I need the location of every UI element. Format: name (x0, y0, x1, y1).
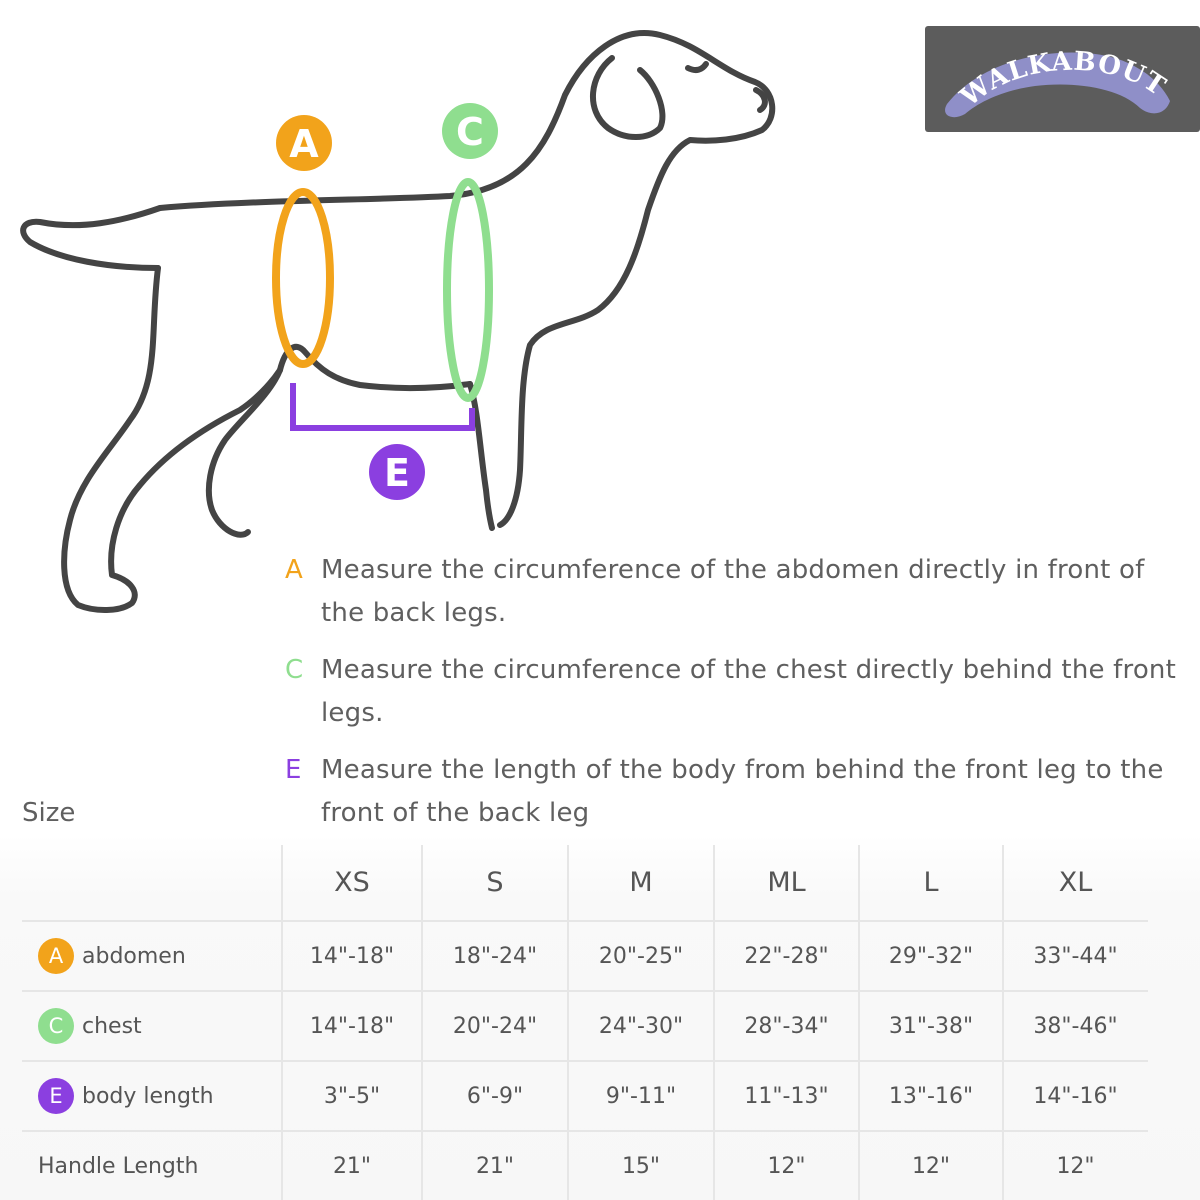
size-header: XS (334, 867, 370, 898)
table-cell: 18"-24" (452, 943, 538, 969)
table-row-body-length (22, 1062, 1148, 1132)
instruction-letter: E (285, 755, 302, 785)
column-divider (567, 845, 569, 1200)
row-label-text: chest (82, 1013, 142, 1039)
walkabout-logo (925, 26, 1200, 132)
badge-c: C (38, 1008, 74, 1044)
column-divider (1002, 845, 1004, 1200)
instruction-letter: A (285, 555, 303, 585)
table-cell: 20"-25" (598, 943, 684, 969)
instruction-line: the back legs. (321, 598, 507, 628)
table-row-handle-length (22, 1132, 1148, 1200)
row-label-text: Handle Length (38, 1153, 199, 1179)
table-cell: 15" (621, 1153, 661, 1179)
table-cell: 29"-32" (888, 943, 974, 969)
size-header: XL (1058, 867, 1093, 898)
table-cell: 38"-46" (1033, 1013, 1118, 1039)
dog-measurement-illustration (0, 0, 800, 620)
table-cell: 13"-16" (888, 1083, 974, 1109)
table-cell: 31"-38" (888, 1013, 974, 1039)
table-header-row (22, 845, 1148, 922)
table-cell: 9"-11" (605, 1083, 677, 1109)
table-cell: 28"-34" (744, 1013, 829, 1039)
instruction-line: front of the back leg (321, 798, 590, 828)
instruction-line: legs. (321, 698, 384, 728)
abdomen-measure-ring (276, 192, 330, 364)
measurement-instructions (285, 549, 1185, 849)
badge-e: E (38, 1078, 74, 1114)
badge-a: A (38, 938, 74, 974)
svg-text:E: E (384, 451, 410, 495)
size-header: M (629, 867, 653, 898)
row-label-text: body length (82, 1083, 214, 1109)
instruction-line: Measure the circumference of the chest directly behind the front (321, 655, 1177, 685)
marker-e (369, 444, 425, 500)
instruction-line: Measure the length of the body from behind the front leg to the (321, 755, 1164, 785)
row-label (22, 1062, 298, 1130)
table-cell: 14"-18" (309, 1013, 395, 1039)
row-label-text: abdomen (82, 943, 186, 969)
row-label (22, 992, 298, 1060)
column-divider (421, 845, 423, 1200)
size-header: S (486, 867, 504, 898)
svg-text:A: A (289, 122, 319, 166)
table-cell: 3"-5" (323, 1083, 381, 1109)
table-cell: 20"-24" (452, 1013, 538, 1039)
instruction-abdomen (285, 549, 1185, 649)
row-label (22, 1132, 298, 1200)
dog-outline (23, 33, 772, 610)
size-table (0, 835, 1200, 1200)
table-cell: 11"-13" (744, 1083, 829, 1109)
size-header: L (923, 867, 939, 898)
instruction-letter: C (285, 655, 304, 685)
instruction-chest (285, 649, 1185, 749)
row-label (22, 922, 298, 990)
size-header: ML (767, 867, 806, 898)
table-cell: 22"-28" (744, 943, 829, 969)
column-divider (281, 845, 283, 1200)
table-row-abdomen (22, 922, 1148, 992)
table-cell: 12" (911, 1153, 951, 1179)
column-divider (713, 845, 715, 1200)
table-cell: 14"-18" (309, 943, 395, 969)
table-cell: 21" (475, 1153, 515, 1179)
instruction-line: Measure the circumference of the abdomen directly in front of (321, 555, 1145, 585)
table-cell: 6"-9" (466, 1083, 524, 1109)
table-cell: 24"-30" (598, 1013, 684, 1039)
table-cell: 21" (332, 1153, 372, 1179)
table-cell: 12" (1056, 1153, 1095, 1179)
instruction-body-length (285, 749, 1185, 849)
chest-measure-ring (447, 182, 489, 398)
marker-c (442, 103, 498, 159)
table-cell: 14"-16" (1033, 1083, 1118, 1109)
svg-text:C: C (456, 110, 484, 154)
table-cell: 12" (767, 1153, 806, 1179)
marker-a (276, 115, 332, 171)
table-row-chest (22, 992, 1148, 1062)
logo-text: WALKABOUT (955, 46, 1172, 113)
column-divider (858, 845, 860, 1200)
table-cell: 33"-44" (1033, 943, 1118, 969)
size-table-title: Size (22, 798, 76, 828)
